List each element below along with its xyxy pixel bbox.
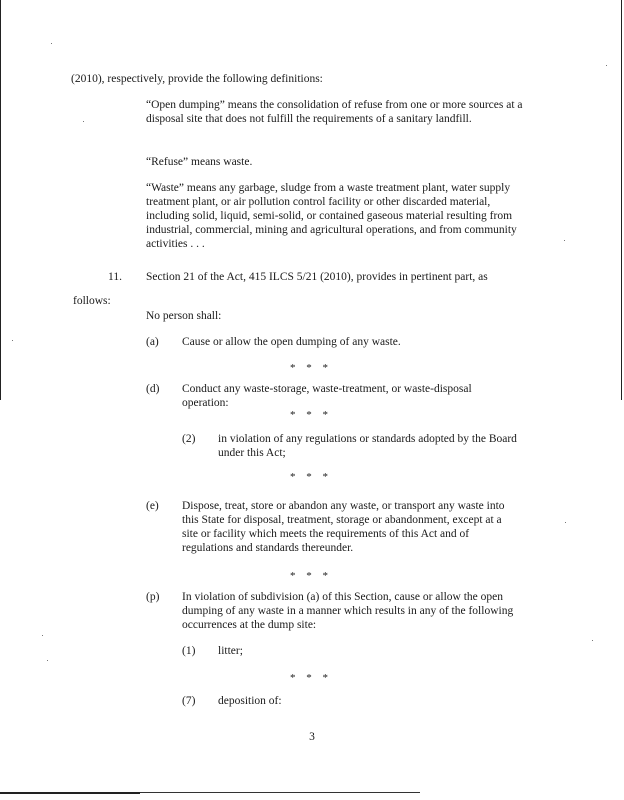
item-p-text: In violation of subdivision (a) of this Section, cause or allow the open dumping of any waste in a manner which results in any of the following occurrences at the dump site:: [182, 591, 514, 631]
page-number: 3: [309, 731, 315, 743]
definition-open-dumping: [146, 98, 526, 126]
footer-rule-bold: [0, 792, 140, 794]
item-p1-text: litter;: [218, 645, 243, 657]
item-p7-text: deposition of:: [218, 695, 282, 707]
item-e-label: (e): [146, 500, 159, 512]
item-d-label: (d): [146, 383, 160, 395]
item-d: [182, 382, 512, 410]
scan-speck: [12, 340, 13, 341]
scan-speck: [51, 43, 52, 44]
scan-left-edge: [0, 0, 1, 400]
ellipsis-stars: * * *: [290, 409, 332, 421]
ellipsis-stars: * * *: [290, 362, 332, 374]
paragraph-11-text: Section 21 of the Act, 415 ILCS 5/21 (2010), provides in pertinent part, as: [146, 271, 488, 283]
scan-speck: [47, 660, 48, 661]
definition-waste-text: “Waste” means any garbage, sludge from a waste treatment plant, water supply treatment plant, or air pollution control facility or other discarded material, including solid, liquid, semi-solid, or contained gaseous material resulting from industrial, commercial, mining and agricultural operations, and from community activities . . .: [146, 182, 517, 250]
item-d-text: Conduct any waste-storage, waste-treatment, or waste-disposal operation:: [182, 383, 472, 409]
scan-speck: [565, 522, 566, 523]
scan-speck: [564, 240, 565, 241]
item-d2-label: (2): [182, 433, 196, 445]
item-e-text: Dispose, treat, store or abandon any waste, or transport any waste into this State for disposal, treatment, storage or abandonment, except at a site or facility which meets the requirements of this Act and of regulations and standards thereunder.: [182, 500, 505, 554]
paragraph-number: 11.: [108, 271, 122, 283]
scan-speck: [42, 635, 43, 636]
item-d2: [218, 432, 518, 460]
ellipsis-stars: * * *: [290, 570, 332, 582]
definition-waste: [146, 181, 526, 251]
item-d2-text: in violation of any regulations or standards adopted by the Board under this Act;: [218, 433, 517, 459]
scan-right-edge: [621, 0, 622, 400]
scan-speck: [83, 121, 84, 122]
definition-refuse: [146, 155, 526, 169]
item-a-text: Cause or allow the open dumping of any waste.: [182, 336, 401, 348]
ellipsis-stars: * * *: [290, 672, 332, 684]
scan-speck: [592, 640, 593, 641]
item-p1-label: (1): [182, 645, 196, 657]
item-p: [182, 590, 517, 632]
definition-refuse-text: “Refuse” means waste.: [146, 156, 253, 168]
definition-open-dumping-text: “Open dumping” means the consolidation of refuse from one or more sources at a disposal site that does not fulfill the requirements of a sanitary landfill.: [146, 99, 523, 125]
item-p-label: (p): [146, 591, 160, 603]
paragraph-11-continuation: follows:: [73, 295, 111, 307]
item-a-label: (a): [146, 336, 159, 348]
no-person-shall: No person shall:: [146, 310, 222, 322]
item-e: [182, 499, 517, 555]
scan-speck: [606, 65, 607, 66]
intro-line: (2010), respectively, provide the following definitions:: [71, 73, 323, 85]
item-p7-label: (7): [182, 695, 196, 707]
ellipsis-stars: * * *: [290, 471, 332, 483]
